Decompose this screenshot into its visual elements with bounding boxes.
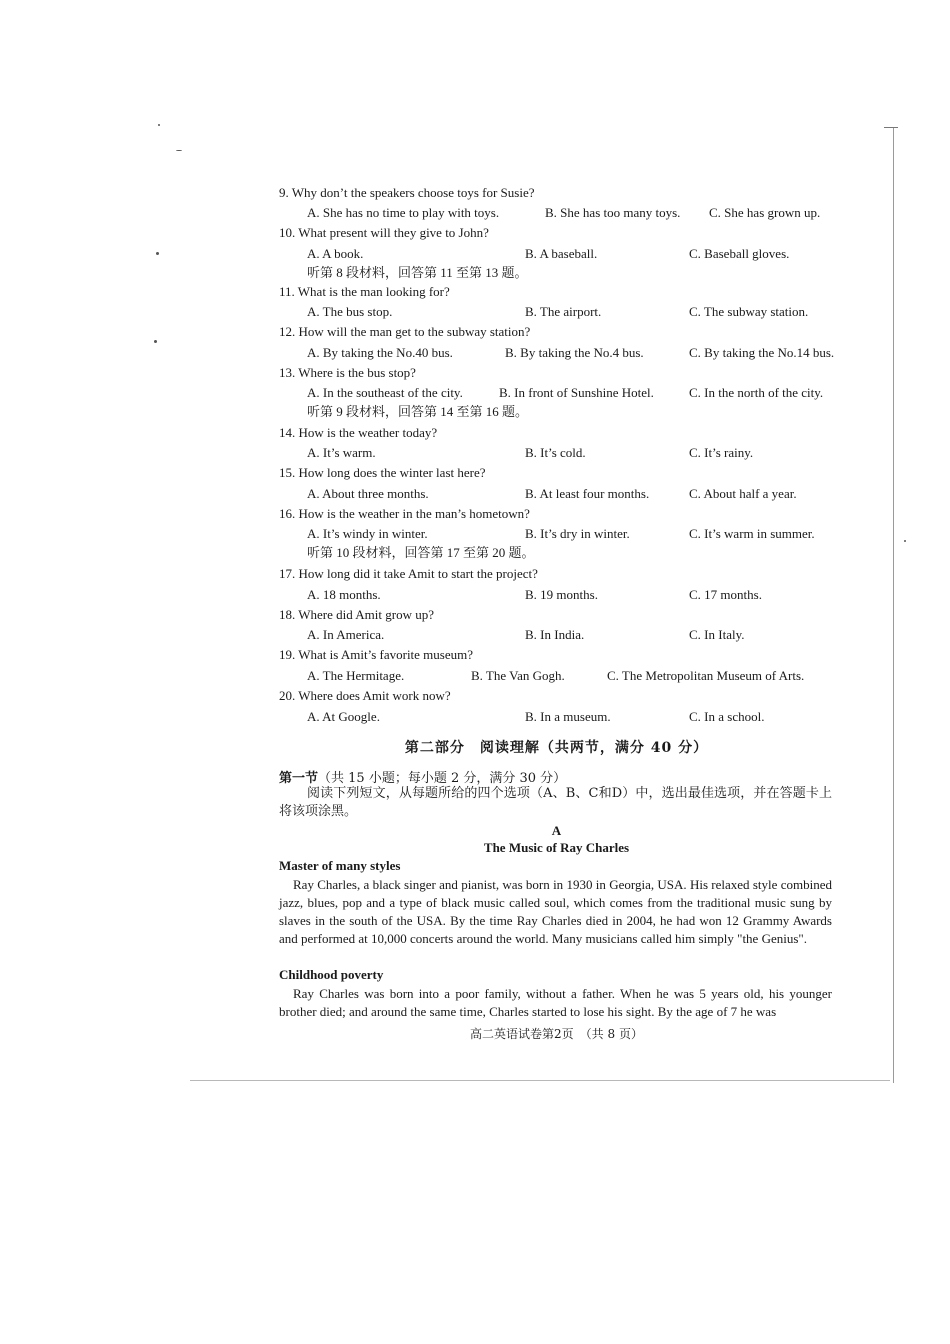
question-16: 16. How is the weather in the man’s hometown? — [279, 506, 530, 521]
option-c: C. In the north of the city. — [689, 385, 824, 400]
question-19: 19. What is Amit’s favorite museum? — [279, 647, 474, 662]
scan-speck — [156, 252, 159, 255]
question-18: 18. Where did Amit grow up? — [279, 607, 435, 622]
option-c: C. In Italy. — [689, 627, 745, 642]
passage-letter: A — [551, 823, 562, 838]
option-b: B. It’s dry in winter. — [525, 526, 630, 541]
option-b: B. In front of Sunshine Hotel. — [499, 385, 654, 400]
option-a: A. 18 months. — [307, 587, 381, 602]
question-17: 17. How long did it take Amit to start the project? — [279, 566, 538, 581]
passage-subheading: Childhood poverty — [279, 967, 384, 982]
section-one-heading — [279, 767, 566, 786]
option-b: B. The Van Gogh. — [471, 668, 565, 683]
option-a: A. By taking the No.40 bus. — [307, 345, 453, 360]
option-c: C. Baseball gloves. — [689, 246, 790, 261]
option-a: A. The Hermitage. — [307, 668, 405, 683]
option-a: A. A book. — [307, 246, 364, 261]
listening-note: 听第 9 段材料，回答第 14 至第 16 题。 — [307, 404, 529, 419]
passage-subheading: Master of many styles — [279, 858, 401, 873]
part-two-title: 第二部分 阅读理解（共两节，满分 40 分） — [404, 740, 709, 756]
question-9: 9. Why don’t the speakers choose toys for Susie? — [279, 185, 535, 200]
scan-speck — [158, 124, 160, 126]
listening-note: 听第 10 段材料，回答第 17 至第 20 题。 — [307, 545, 535, 560]
option-c: C. In a school. — [689, 709, 765, 724]
option-c: C. By taking the No.14 bus. — [689, 345, 835, 360]
option-a: A. In America. — [307, 627, 385, 642]
option-b: B. She has too many toys. — [545, 205, 681, 220]
option-b: B. 19 months. — [525, 587, 598, 602]
passage-title: The Music of Ray Charles — [483, 840, 630, 855]
question-13: 13. Where is the bus stop? — [279, 365, 416, 380]
option-a: A. It’s warm. — [307, 445, 376, 460]
option-c: C. 17 months. — [689, 587, 762, 602]
option-b: B. The airport. — [525, 304, 602, 319]
option-b: B. At least four months. — [525, 486, 650, 501]
scan-edge-bottom — [190, 1080, 890, 1081]
section-label: 第一节 — [279, 771, 319, 786]
passage-paragraph: Ray Charles, a black singer and pianist, was born in 1930 in Georgia, USA. His relaxed style combined jazz, blues, pop and a type of black music called soul, which comes from the traditional music sung by slaves in the south of the USA. By the time Ray Charles died in 2004, he had won 12 Grammy Awards and performed at 10,000 concerts around the world. Many musicians called him simply "the Genius". — [279, 877, 832, 946]
passage-paragraph: Ray Charles was born into a poor family, without a father. When he was 5 years old, his younger brother died; and around the same time, Charles started to lose his sight. By the age of 7 he was — [279, 986, 832, 1019]
scan-speck — [154, 340, 157, 343]
reading-instructions: 阅读下列短文，从每题所给的四个选项（A、B、C和D）中，选出最佳选项，并在答题卡上将该项涂黑。 — [279, 786, 832, 819]
scan-edge-tick — [884, 127, 898, 128]
question-20: 20. Where does Amit work now? — [279, 688, 451, 703]
option-c: C. The Metropolitan Museum of Arts. — [607, 668, 805, 683]
option-a: A. The bus stop. — [307, 304, 393, 319]
listening-note: 听第 8 段材料，回答第 11 至第 13 题。 — [307, 265, 528, 280]
option-c: C. It’s rainy. — [689, 445, 754, 460]
option-a: A. About three months. — [307, 486, 429, 501]
option-c: C. She has grown up. — [709, 205, 821, 220]
scan-edge-right — [893, 128, 894, 1083]
page-footer: 高二英语试卷第2页 （共 8 页） — [470, 1027, 643, 1041]
option-c: C. It’s warm in summer. — [689, 526, 815, 541]
question-15: 15. How long does the winter last here? — [279, 465, 486, 480]
option-b: B. By taking the No.4 bus. — [505, 345, 644, 360]
option-a: A. It’s windy in winter. — [307, 526, 428, 541]
option-a: A. In the southeast of the city. — [307, 385, 463, 400]
scan-speck — [904, 540, 906, 542]
question-11: 11. What is the man looking for? — [279, 284, 450, 299]
question-10: 10. What present will they give to John? — [279, 225, 489, 240]
option-b: B. In India. — [525, 627, 585, 642]
scan-speck — [176, 150, 182, 151]
option-b: B. It’s cold. — [525, 445, 586, 460]
question-12: 12. How will the man get to the subway station? — [279, 324, 531, 339]
option-c: C. About half a year. — [689, 486, 797, 501]
option-b: B. A baseball. — [525, 246, 598, 261]
section-description: （共 15 小题；每小题 2 分，满分 30 分） — [318, 771, 567, 786]
question-14: 14. How is the weather today? — [279, 425, 438, 440]
option-a: A. She has no time to play with toys. — [307, 205, 500, 220]
option-c: C. The subway station. — [689, 304, 809, 319]
option-a: A. At Google. — [307, 709, 380, 724]
option-b: B. In a museum. — [525, 709, 611, 724]
